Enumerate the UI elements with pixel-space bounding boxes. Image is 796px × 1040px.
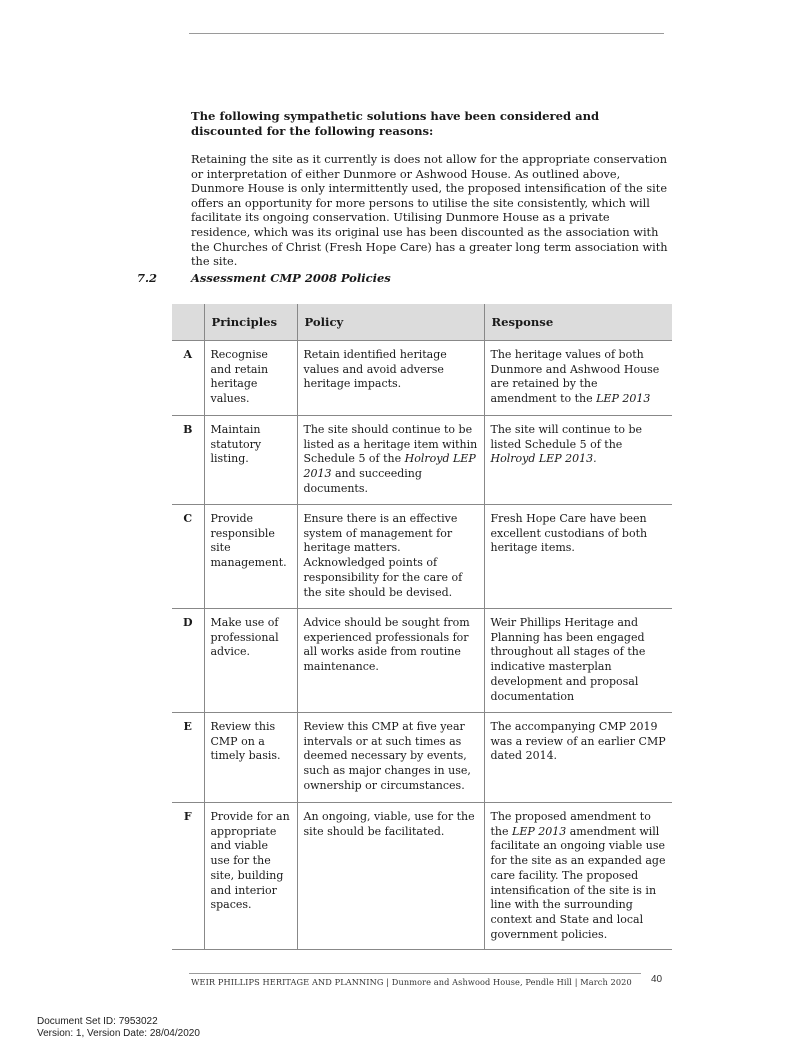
row-response: The accompanying CMP 2019 was a review of an earlier CMP dated 2014. (484, 713, 672, 803)
document-version: Version: 1, Version Date: 28/04/2020 (37, 1028, 200, 1039)
document-set-id: Document Set ID: 7953022 (37, 1016, 158, 1027)
table-row (172, 713, 672, 803)
header-policy: Policy (297, 304, 484, 341)
row-response: The proposed amendment to the LEP 2013 amendment will facilitate an ongoing viable use for the site as an expanded age care facility. The proposed intensification of the site is in line with the surrounding context and State and local government policies. (484, 803, 672, 950)
row-letter: A (172, 341, 204, 416)
row-letter: D (172, 609, 204, 713)
table-row (172, 341, 672, 416)
header-letter (172, 304, 204, 341)
table-row (172, 803, 672, 950)
table-row (172, 505, 672, 609)
row-policy: Retain identified heritage values and avoid adverse heritage impacts. (297, 341, 484, 416)
row-response: The site will continue to be listed Schedule 5 of the Holroyd LEP 2013. (484, 416, 672, 505)
row-principle: Make use of professional advice. (204, 609, 297, 713)
row-policy: Advice should be sought from experienced professionals for all works aside from routine maintenance. (297, 609, 484, 713)
footer-text: WEIR PHILLIPS HERITAGE AND PLANNING | Dunmore and Ashwood House, Pendle Hill | March 2020 (191, 977, 632, 987)
row-response: Fresh Hope Care have been excellent custodians of both heritage items. (484, 505, 672, 609)
row-principle: Recognise and retain heritage values. (204, 341, 297, 416)
row-letter: B (172, 416, 204, 505)
row-principle: Maintain statutory listing. (204, 416, 297, 505)
document-stamp (37, 1016, 200, 1040)
row-policy: Ensure there is an effective system of management for heritage matters. Acknowledged points of responsibility for the care of the site should be devised. (297, 505, 484, 609)
footer-rule (189, 973, 641, 974)
row-response: The heritage values of both Dunmore and Ashwood House are retained by the amendment to the LEP 2013 (484, 341, 672, 416)
row-principle: Provide responsible site management. (204, 505, 297, 609)
row-principle: Review this CMP on a timely basis. (204, 713, 297, 803)
row-principle: Provide for an appropriate and viable use for the site, building and interior spaces. (204, 803, 297, 950)
section-number: 7.2 (137, 271, 158, 285)
intro-paragraph: Retaining the site as it currently is does not allow for the appropriate conservation or interpretation of either Dunmore or Ashwood House. As outlined above, Dunmore House is only intermittently used, the proposed intensification of the site offers an opportunity for more persons to utilise the site consistently, which will facilitate its ongoing conservation. Utilising Dunmore House as a private residence, which was its original use has been discounted as the association with the Churches of Christ (Fresh Hope Care) has a greater long term association with the site. (191, 153, 668, 269)
table-row (172, 416, 672, 505)
header-response: Response (484, 304, 672, 341)
row-letter: C (172, 505, 204, 609)
header-rule (189, 33, 664, 34)
row-policy: Review this CMP at five year intervals or at such times as deemed necessary by events, such as major changes in use, ownership or circumstances. (297, 713, 484, 803)
section-title: Assessment CMP 2008 Policies (191, 271, 391, 285)
header-principles: Principles (204, 304, 297, 341)
section-intro-heading: The following sympathetic solutions have been considered and discounted for the following reasons: (191, 109, 600, 138)
row-letter: F (172, 803, 204, 950)
table-row (172, 609, 672, 713)
row-policy: The site should continue to be listed as a heritage item within Schedule 5 of the Holroyd LEP 2013 and succeeding documents. (297, 416, 484, 505)
page-number: 40 (651, 974, 663, 985)
table-header-row (172, 304, 672, 341)
row-policy: An ongoing, viable, use for the site should be facilitated. (297, 803, 484, 950)
policies-table (172, 304, 672, 950)
row-response: Weir Phillips Heritage and Planning has been engaged throughout all stages of the indicative masterplan development and proposal documentation (484, 609, 672, 713)
row-letter: E (172, 713, 204, 803)
